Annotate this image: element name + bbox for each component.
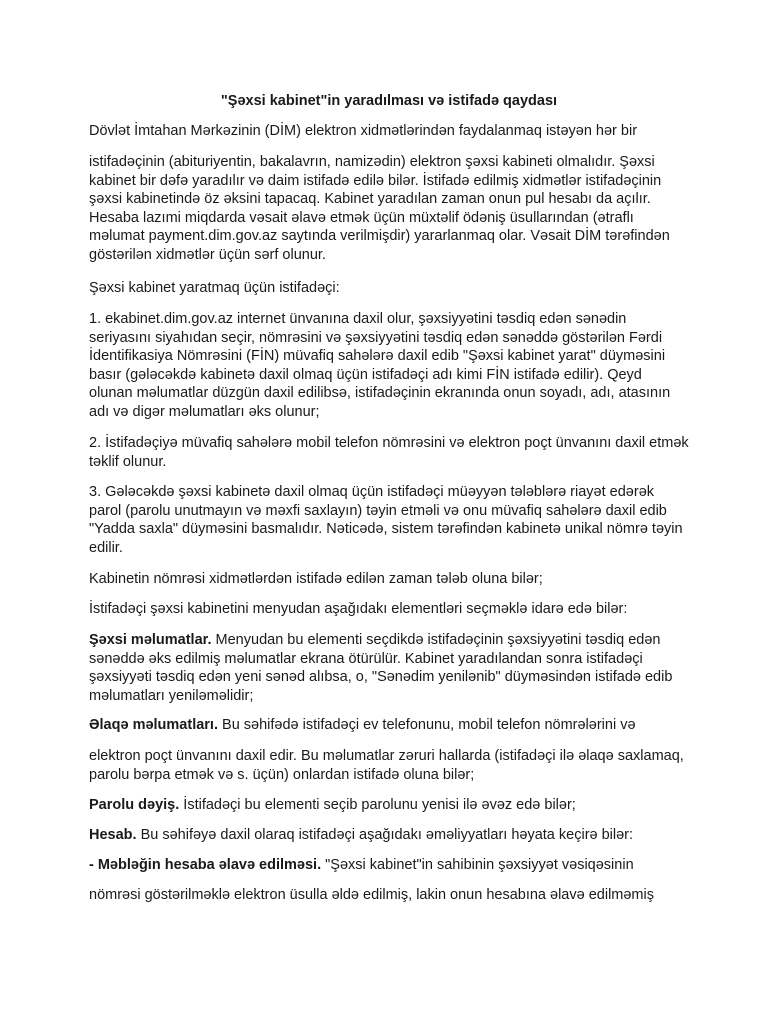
change-password-text: İstifadəçi bu elementi seçib parolunu yenisi ilə əvəz edə bilər; — [179, 797, 576, 813]
change-password-label: Parolu dəyiş. — [89, 797, 180, 813]
add-amount-text: "Şəxsi kabinet"in sahibinin şəxsiyyət vəsiqəsinin — [321, 857, 634, 873]
document-title: "Şəxsi kabinet"in yaradılması və istifadə qaydası — [220, 93, 558, 109]
account-label: Hesab. — [89, 827, 137, 843]
personal-info-paragraph — [89, 631, 689, 705]
intro-line: Dövlət İmtahan Mərkəzinin (DİM) elektron xidmətlərindən faydalanmaq istəyən hər bir — [89, 123, 638, 139]
contact-info-continued: elektron poçt ünvanını daxil edir. Bu məlumatlar zəruri hallarda (istifadəçi ilə əlaqə saxlamaq, parolu bərpa etmək və s. üçün) onlardan istifadə oluna bilər; — [89, 748, 684, 783]
document-page — [89, 0, 689, 1024]
intro-paragraph: istifadəçinin (abituriyentin, bakalavrın, namizədin) elektron şəxsi kabineti olmalıdır. Şəxsi kabinet bir dəfə yaradılır və daim istifadə edilə bilər. İstifadə edilmiş xidmətlər istifadəçinin şəxsi kabinetində öz əksini tapacaq. Kabinet yaradılan zaman onun pul hesabı da açılır. Hesaba lazımi miqdarda vəsait əlavə etmək üçün müxtəlif ödəniş üsullarından (ətraflı məlumat payment.dim.gov.az saytında verilmişdir) yararlanmaq olar. Vəsait DİM tərəfindən göstərilən xidmətlər üçün sərf olunur. — [89, 154, 670, 263]
personal-info-label: Şəxsi məlumatlar. — [89, 632, 212, 648]
change-password-paragraph — [89, 796, 689, 815]
create-heading: Şəxsi kabinet yaratmaq üçün istifadəçi: — [89, 280, 340, 296]
personal-info-text: Menyudan bu elementi seçdikdə istifadəçinin şəxsiyyətini təsdiq edən sənəddə əks edilmiş məlumatlar ekrana ötürülür. Kabinet yaradılandan sonra istifadəçi şəxsiyyəti təsdiq edən yeni sənəd alıbsa, o, "Sənədim yenilənib" düyməsindən istifadə edib məlumatları yeniləməlidir; — [89, 632, 673, 704]
contact-info-paragraph — [89, 716, 689, 735]
add-amount-label: - Məbləğin hesaba əlavə edilməsi. — [89, 857, 322, 873]
step-1-paragraph: 1. ekabinet.dim.gov.az internet ünvanına daxil olur, şəxsiyyətini təsdiq edən sənədin seriyasını siyahıdan seçir, nömrəsini və şəxsiyyətini təsdiq edən sənəddə göstərilən Fərdi İdentifikasiya Nömrəsini (FİN) müvafiq sahələrə daxil edib "Şəxsi kabinet yarat" düyməsini basır (gələcəkdə kabinetə daxil olmaq üçün istifadəçi adı kimi FİN istifadə edilir). Qeyd olunan məlumatlar düzgün daxil edilibsə, istifadəçinin ekranında onun soyadı, adı, atasının adı və digər məlumatları əks olunur; — [89, 311, 671, 420]
menu-intro-paragraph: İstifadəçi şəxsi kabinetini menyudan aşağıdakı elementləri seçməklə idarə edə bilər: — [89, 601, 628, 617]
contact-info-text: Bu səhifədə istifadəçi ev telefonunu, mobil telefon nömrələrini və — [218, 717, 636, 733]
add-amount-continued: nömrəsi göstərilməklə elektron üsulla əldə edilmiş, lakin onun hesabına əlavə edilməmiş — [89, 887, 654, 903]
account-text: Bu səhifəyə daxil olaraq istifadəçi aşağıdakı əməliyyatları həyata keçirə bilər: — [136, 827, 634, 843]
cabinet-number-paragraph: Kabinetin nömrəsi xidmətlərdən istifadə edilən zaman tələb oluna bilər; — [89, 571, 543, 587]
contact-info-label: Əlaqə məlumatları. — [89, 717, 218, 733]
add-amount-paragraph — [89, 856, 689, 875]
step-2-paragraph: 2. İstifadəçiyə müvafiq sahələrə mobil telefon nömrəsini və elektron poçt ünvanını daxil etmək təklif olunur. — [89, 435, 689, 470]
step-3-paragraph: 3. Gələcəkdə şəxsi kabinetə daxil olmaq üçün istifadəçi müəyyən tələblərə riayət edərək parol (parolu unutmayın və məxfi saxlayın) təyin etməli və onu müvafiq sahələrə daxil edib "Yadda saxla" düyməsini basmalıdır. Nəticədə, sistem tərəfindən kabinetə unikal nömrə təyin edilir. — [89, 484, 683, 556]
account-paragraph — [89, 826, 689, 845]
